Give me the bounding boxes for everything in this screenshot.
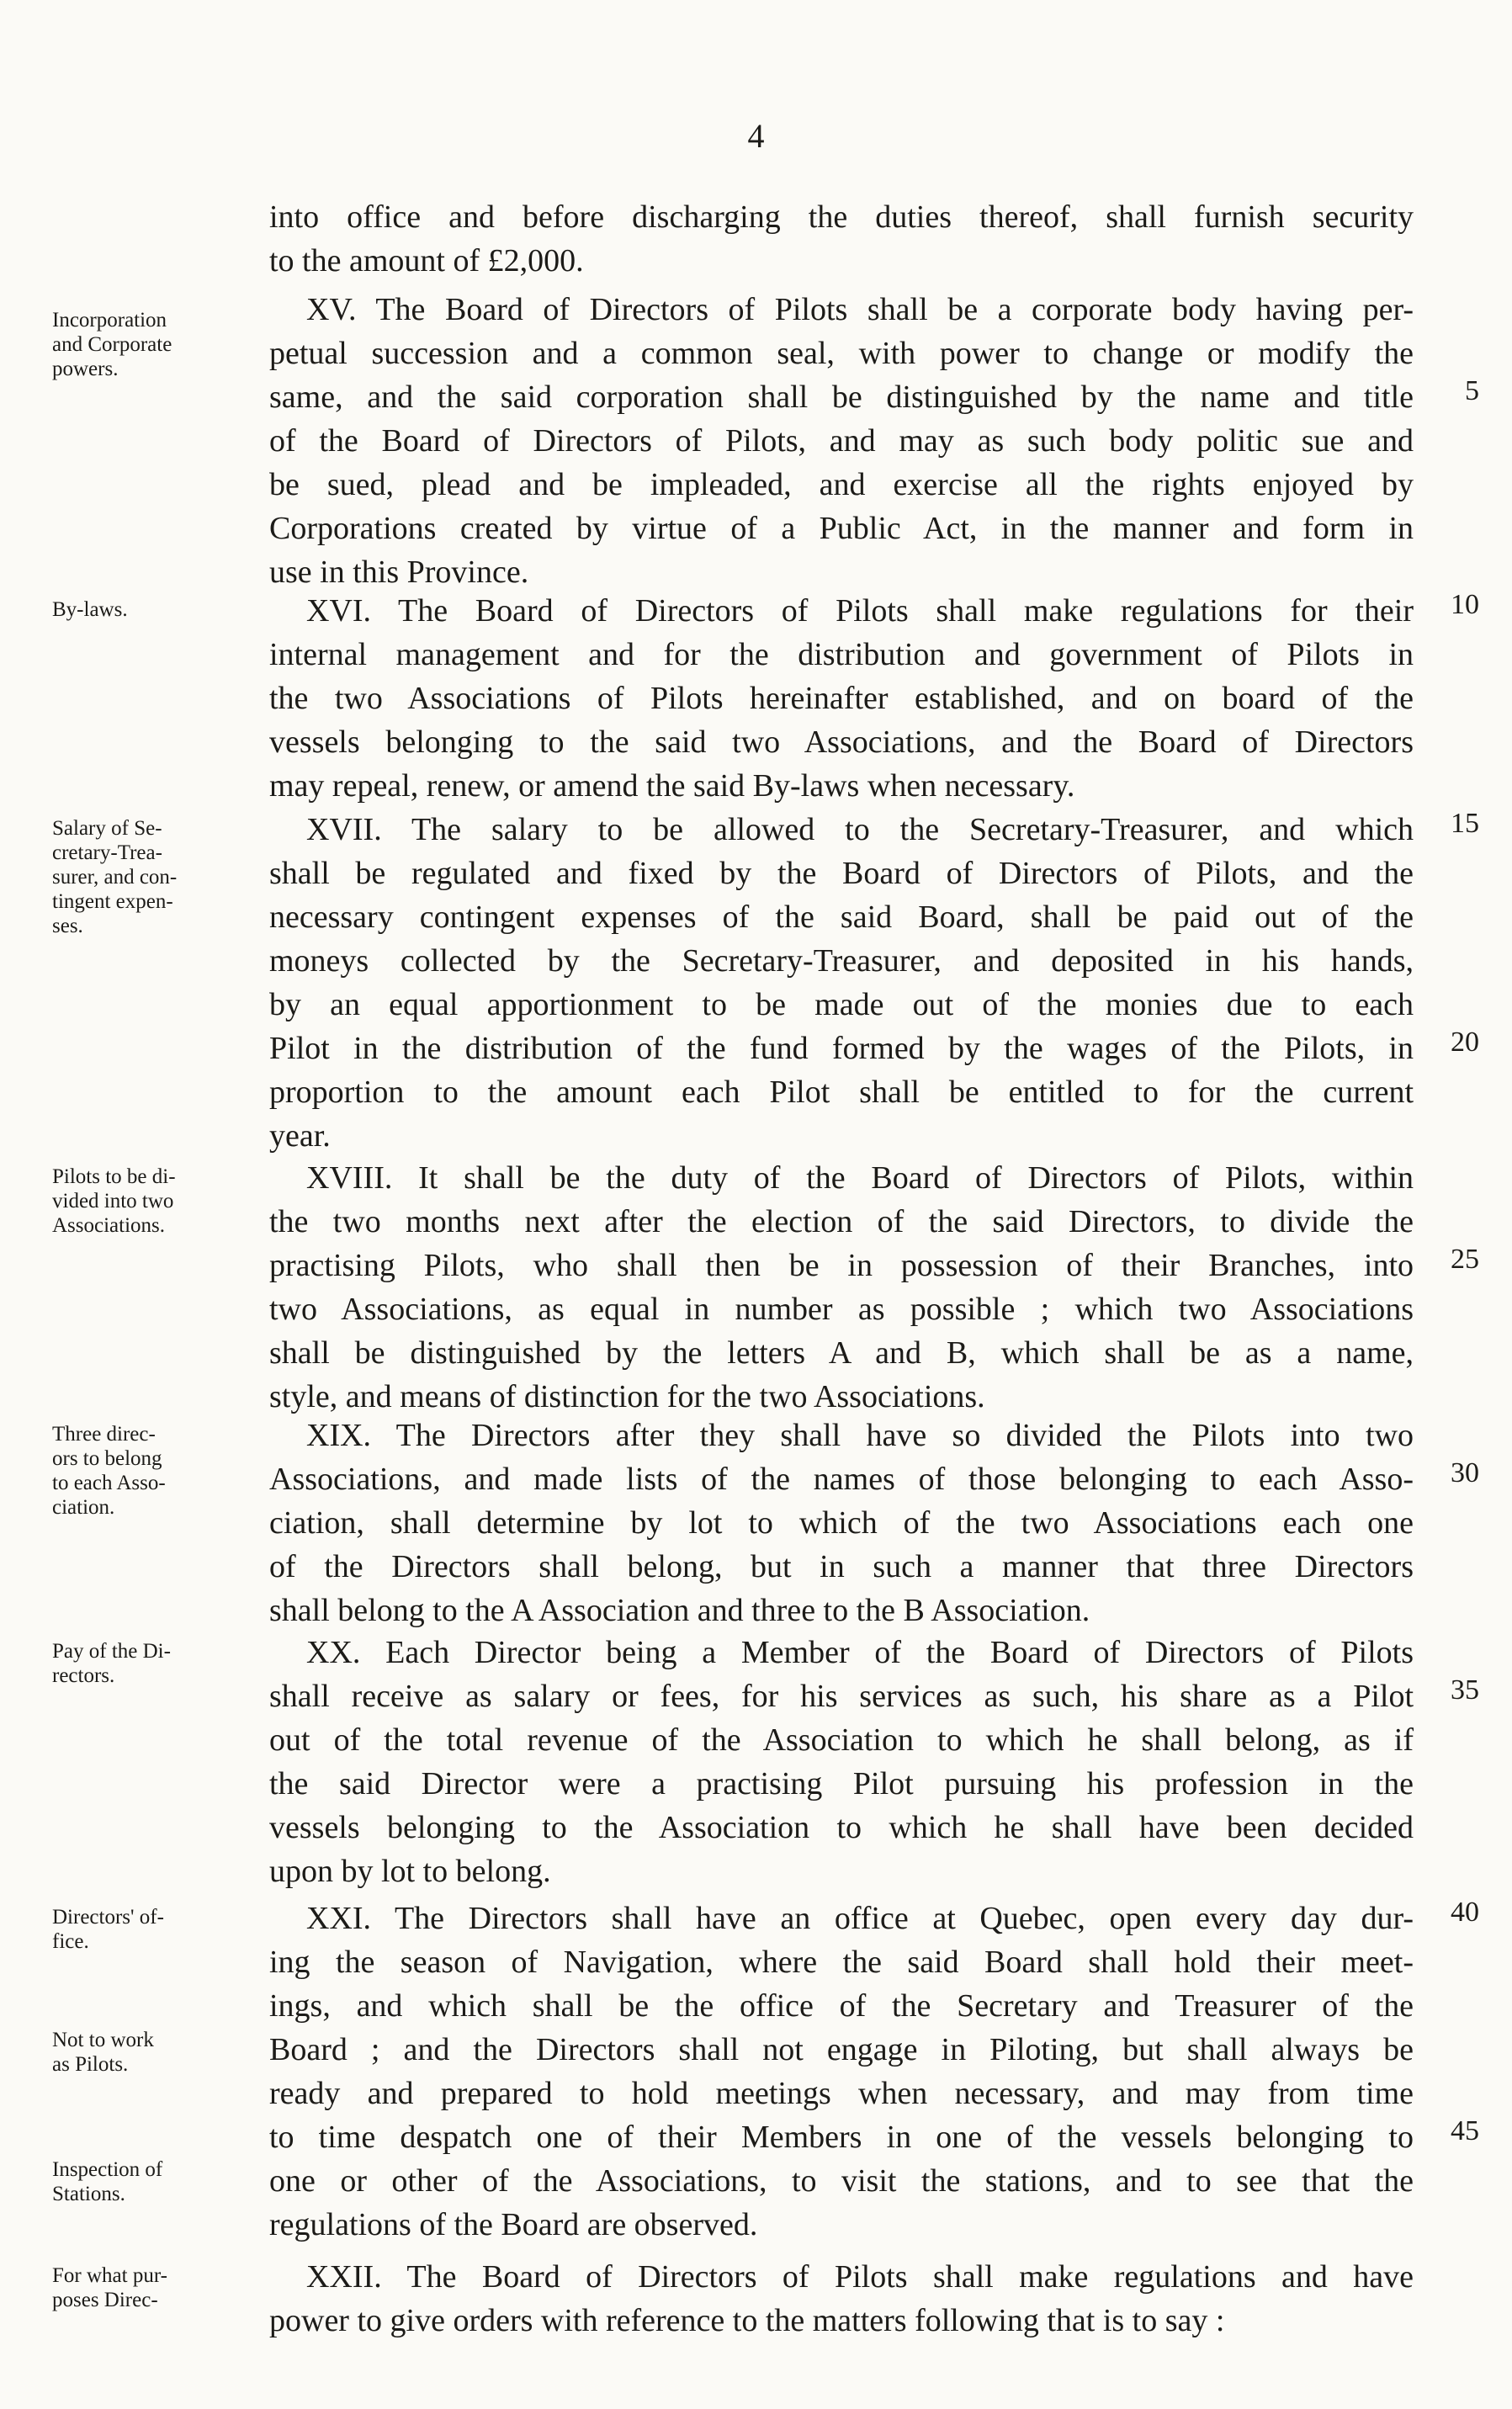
margin-note: Pay of the Di- rectors.	[52, 1640, 171, 1687]
margin-note: Salary of Se- cretary-Trea- surer, and con- tingent expen- ses.	[52, 817, 178, 937]
text-line: moneys collected by the Secretary-Treasurer, and deposited in his hands,	[269, 943, 1414, 979]
text-line: shall be regulated and fixed by the Board of Directors of Pilots, and the	[269, 856, 1414, 891]
line-number: 25	[1451, 1244, 1479, 1275]
text-line: ings, and which shall be the office of the Secretary and Treasurer of the	[269, 1988, 1414, 2024]
page-number: 4	[747, 117, 765, 155]
section-paragraph	[269, 195, 1414, 283]
line-number: 35	[1451, 1674, 1479, 1706]
text-line: Associations, and made lists of the names of those belonging to each Asso-	[269, 1462, 1414, 1497]
line-number: 5	[1465, 375, 1479, 406]
text-line: XVII. The salary to be allowed to the Secretary-Treasurer, and which	[306, 812, 1414, 847]
text-line: the two months next after the election of the said Directors, to divide the	[269, 1204, 1414, 1239]
line-number: 30	[1451, 1457, 1479, 1488]
text-line: ready and prepared to hold meetings when necessary, and may from time	[269, 2076, 1414, 2111]
text-line: by an equal apportionment to be made out of the monies due to each	[269, 987, 1414, 1022]
text-line: necessary contingent expenses of the said Board, shall be paid out of the	[269, 899, 1414, 935]
text-line: the said Director were a practising Pilot pursuing his profession in the	[269, 1766, 1414, 1801]
line-number: 45	[1451, 2115, 1479, 2146]
margin-note: For what pur- poses Direc-	[52, 2264, 167, 2311]
margin-note: Directors' of- fice.	[52, 1906, 164, 1953]
text-line: to time despatch one of their Members in one of the vessels belonging to	[269, 2120, 1414, 2155]
text-line: the two Associations of Pilots hereinafter established, and on board of the	[269, 681, 1414, 716]
section-paragraph	[269, 589, 1479, 808]
text-line: one or other of the Associations, to visit the stations, and to see that the	[269, 2163, 1414, 2199]
section-paragraph	[269, 288, 1479, 594]
margin-note: Incorporation and Corporate powers.	[52, 309, 172, 380]
text-line: XXI. The Directors shall have an office at Quebec, open every day dur-	[306, 1901, 1414, 1936]
text-line: be sued, plead and be impleaded, and exercise all the rights enjoyed by	[269, 467, 1414, 502]
line-number: 20	[1451, 1027, 1479, 1058]
line-number: 40	[1451, 1897, 1479, 1928]
margin-note: By-laws.	[52, 598, 128, 621]
text-line: same, and the said corporation shall be distinguished by the name and title	[269, 379, 1414, 415]
section-paragraph	[269, 808, 1479, 1158]
section-paragraph	[269, 1897, 1479, 2247]
text-line: shall belong to the A Association and three to the B Association.	[269, 1593, 1090, 1628]
text-line: into office and before discharging the duties thereof, shall furnish security	[269, 199, 1414, 235]
text-line: XIX. The Directors after they shall have so divided the Pilots into two	[306, 1418, 1414, 1453]
text-line: practising Pilots, who shall then be in possession of their Branches, into	[269, 1248, 1414, 1283]
text-line: vessels belonging to the said two Associations, and the Board of Directors	[269, 724, 1414, 760]
text-line: internal management and for the distribution and government of Pilots in	[269, 637, 1414, 672]
text-line: shall receive as salary or fees, for his services as such, his share as a Pilot	[269, 1679, 1414, 1714]
text-line: shall be distinguished by the letters A and B, which shall be as a name,	[269, 1335, 1414, 1371]
section-paragraph	[269, 1414, 1479, 1632]
margin-note: Not to work as Pilots.	[52, 2029, 154, 2076]
margin-note: Three direc- ors to belong to each Asso- ciation.	[52, 1423, 166, 1519]
margin-note: Inspection of Stations.	[52, 2158, 163, 2205]
line-number: 15	[1451, 808, 1479, 839]
text-line: XVIII. It shall be the duty of the Board of Directors of Pilots, within	[306, 1160, 1414, 1196]
text-line: proportion to the amount each Pilot shall be entitled to for the current	[269, 1074, 1414, 1110]
text-line: use in this Province.	[269, 554, 529, 590]
margin-note: Pilots to be di- vided into two Associations.	[52, 1165, 176, 1237]
text-line: petual succession and a common seal, with power to change or modify the	[269, 336, 1414, 371]
text-line: upon by lot to belong.	[269, 1854, 551, 1889]
text-line: ciation, shall determine by lot to which of the two Associations each one	[269, 1505, 1414, 1541]
text-line: XVI. The Board of Directors of Pilots shall make regulations for their	[306, 593, 1414, 629]
line-number: 10	[1451, 589, 1479, 620]
text-line: Board ; and the Directors shall not engage in Piloting, but shall always be	[269, 2032, 1414, 2067]
text-line: ing the season of Navigation, where the said Board shall hold their meet-	[269, 1945, 1414, 1980]
section-paragraph	[269, 2255, 1414, 2343]
text-line: vessels belonging to the Association to which he shall have been decided	[269, 1810, 1414, 1845]
text-line: may repeal, renew, or amend the said By-laws when necessary.	[269, 768, 1075, 804]
section-paragraph	[269, 1156, 1479, 1419]
text-line: two Associations, as equal in number as possible ; which two Associations	[269, 1292, 1414, 1327]
section-paragraph	[269, 1631, 1479, 1893]
text-line: Corporations created by virtue of a Public Act, in the manner and form in	[269, 511, 1414, 546]
text-line: XX. Each Director being a Member of the Board of Directors of Pilots	[306, 1635, 1414, 1670]
text-line: out of the total revenue of the Association to which he shall belong, as if	[269, 1722, 1414, 1758]
text-line: XV. The Board of Directors of Pilots shall be a corporate body having per-	[306, 292, 1414, 327]
text-line: to the amount of £2,000.	[269, 243, 584, 279]
text-line: year.	[269, 1118, 331, 1154]
text-line: power to give orders with reference to the matters following that is to say :	[269, 2303, 1225, 2338]
text-line: Pilot in the distribution of the fund formed by the wages of the Pilots, in	[269, 1031, 1414, 1066]
text-line: XXII. The Board of Directors of Pilots shall make regulations and have	[306, 2259, 1414, 2295]
text-line: of the Directors shall belong, but in such a manner that three Directors	[269, 1549, 1414, 1584]
text-line: of the Board of Directors of Pilots, and may as such body politic sue and	[269, 423, 1414, 459]
text-line: style, and means of distinction for the two Associations.	[269, 1379, 985, 1414]
text-line: regulations of the Board are observed.	[269, 2207, 758, 2242]
